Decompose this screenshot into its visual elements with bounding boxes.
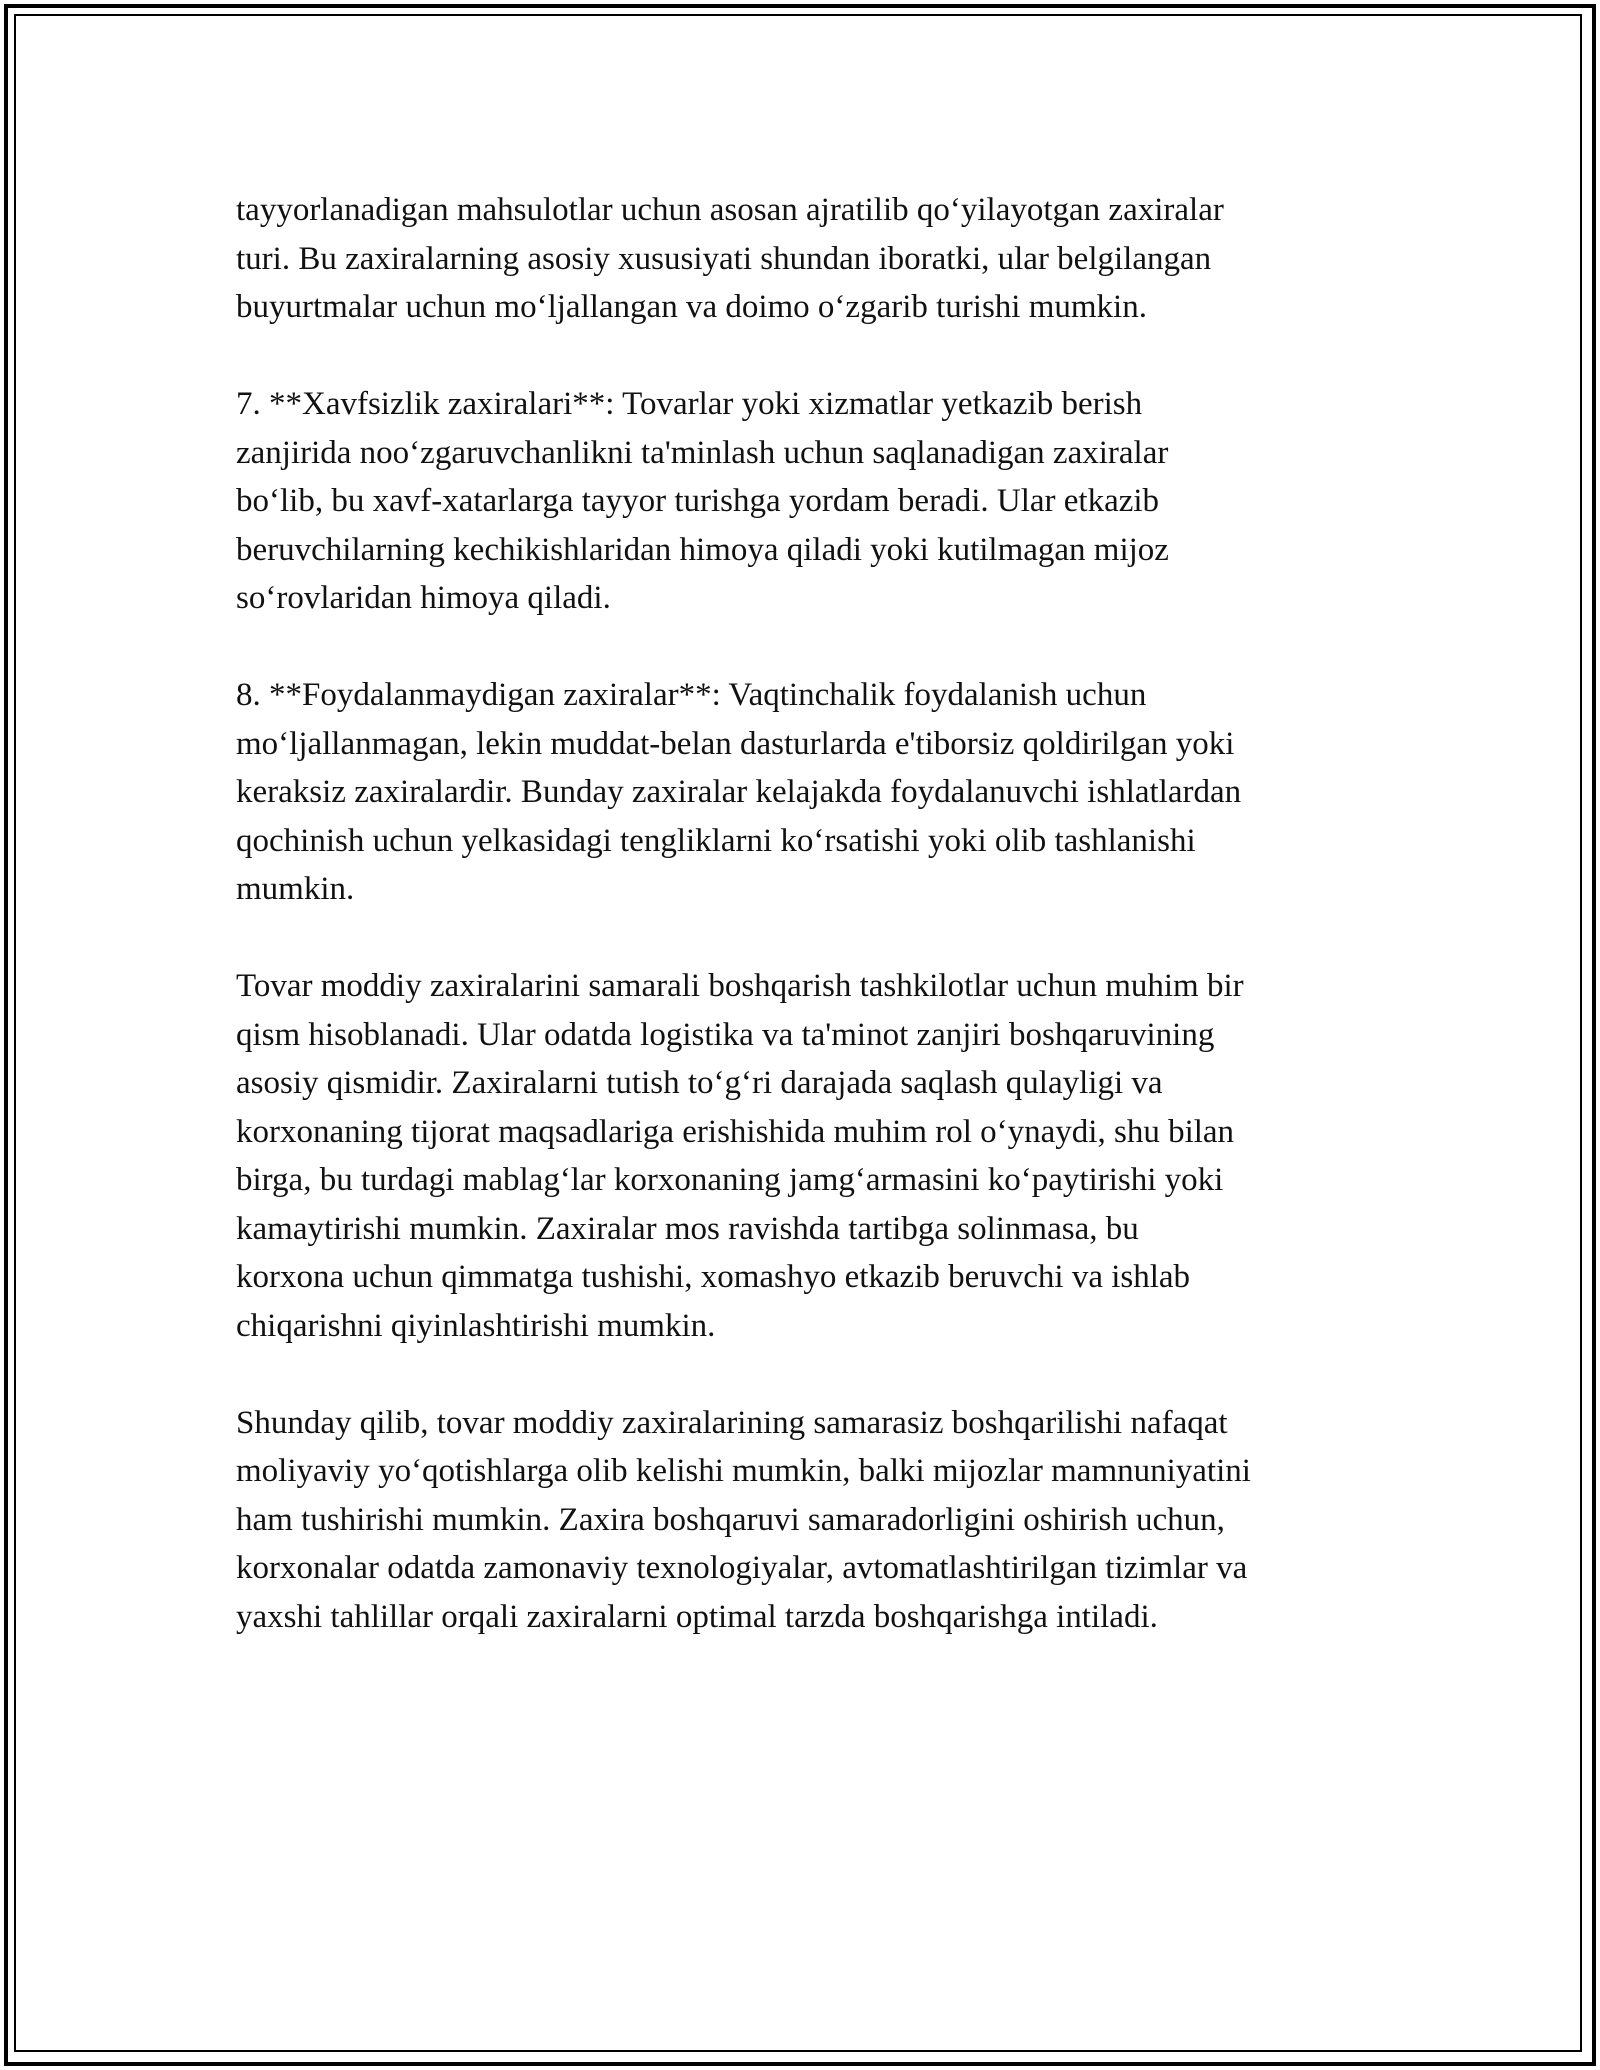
paragraph-safety-stock: 7. **Xavfsizlik zaxiralari**: Tovarlar yoki xizmatlar yetkazib berish zanjirida noo‘zgaruvchanlikni ta'minlash uchun saqlanadigan zaxiralar bo‘lib, bu xavf-xatarlarga tayyor turishga yordam beradi. Ular etkazib beruvchilarning kechikishlaridan himoya qiladi yoki kutilmagan mijoz so‘rovlaridan himoya qiladi. — [236, 386, 1169, 616]
paragraph-unused-stock: 8. **Foydalanmaydigan zaxiralar**: Vaqtinchalik foydalanish uchun mo‘ljallanmagan, lekin muddat-belan dasturlarda e'tiborsiz qoldirilgan yoki keraksiz zaxiralardir. Bunday zaxiralar kelajakda foydalanuvchi ishlatlardan qochinish uchun yelkasidagi tengliklarni ko‘rsatishi yoki olib tashlanishi mumkin. — [236, 677, 1242, 907]
paragraph-continuation: tayyorlanadigan mahsulotlar uchun asosan ajratilib qo‘yilayotgan zaxiralar turi. Bu zaxiralarning asosiy xususiyati shundan iboratki, ular belgilangan buyurtmalar uchun mo‘ljallangan va doimo o‘zgarib turishi mumkin. — [236, 192, 1224, 325]
paragraph-conclusion: Shunday qilib, tovar moddiy zaxiralarining samarasiz boshqarilishi nafaqat moliyaviy yo‘qotishlarga olib kelishi mumkin, balki mijozlar mamnuniyatini ham tushirishi mumkin. Zaxira boshqaruvi samaradorligini oshirish uchun, korxonalar odatda zamonaviy texnologiyalar, avtomatlashtirilgan tizimlar va yaxshi tahlillar orqali zaxiralarni optimal tarzda boshqarishga intiladi. — [236, 1404, 1251, 1635]
document-body — [236, 186, 1386, 1641]
paragraph-inventory-management: Tovar moddiy zaxiralarini samarali boshqarish tashkilotlar uchun muhim bir qism hisoblanadi. Ular odatda logistika va ta'minot zanjiri boshqaruvining asosiy qismidir. Zaxiralarni tutish to‘g‘ri darajada saqlash qulayligi va korxonaning tijorat maqsadlariga erishishida muhim rol o‘ynaydi, shu bilan birga, bu turdagi mablag‘lar korxonaning jamg‘armasini ko‘paytirishi yoki kamaytirishi mumkin. Zaxiralar mos ravishda tartibga solinmasa, bu korxona uchun qimmatga tushishi, xomashyo etkazib beruvchi va ishlab chiqarishni qiyinlashtirishi mumkin. — [236, 968, 1244, 1344]
